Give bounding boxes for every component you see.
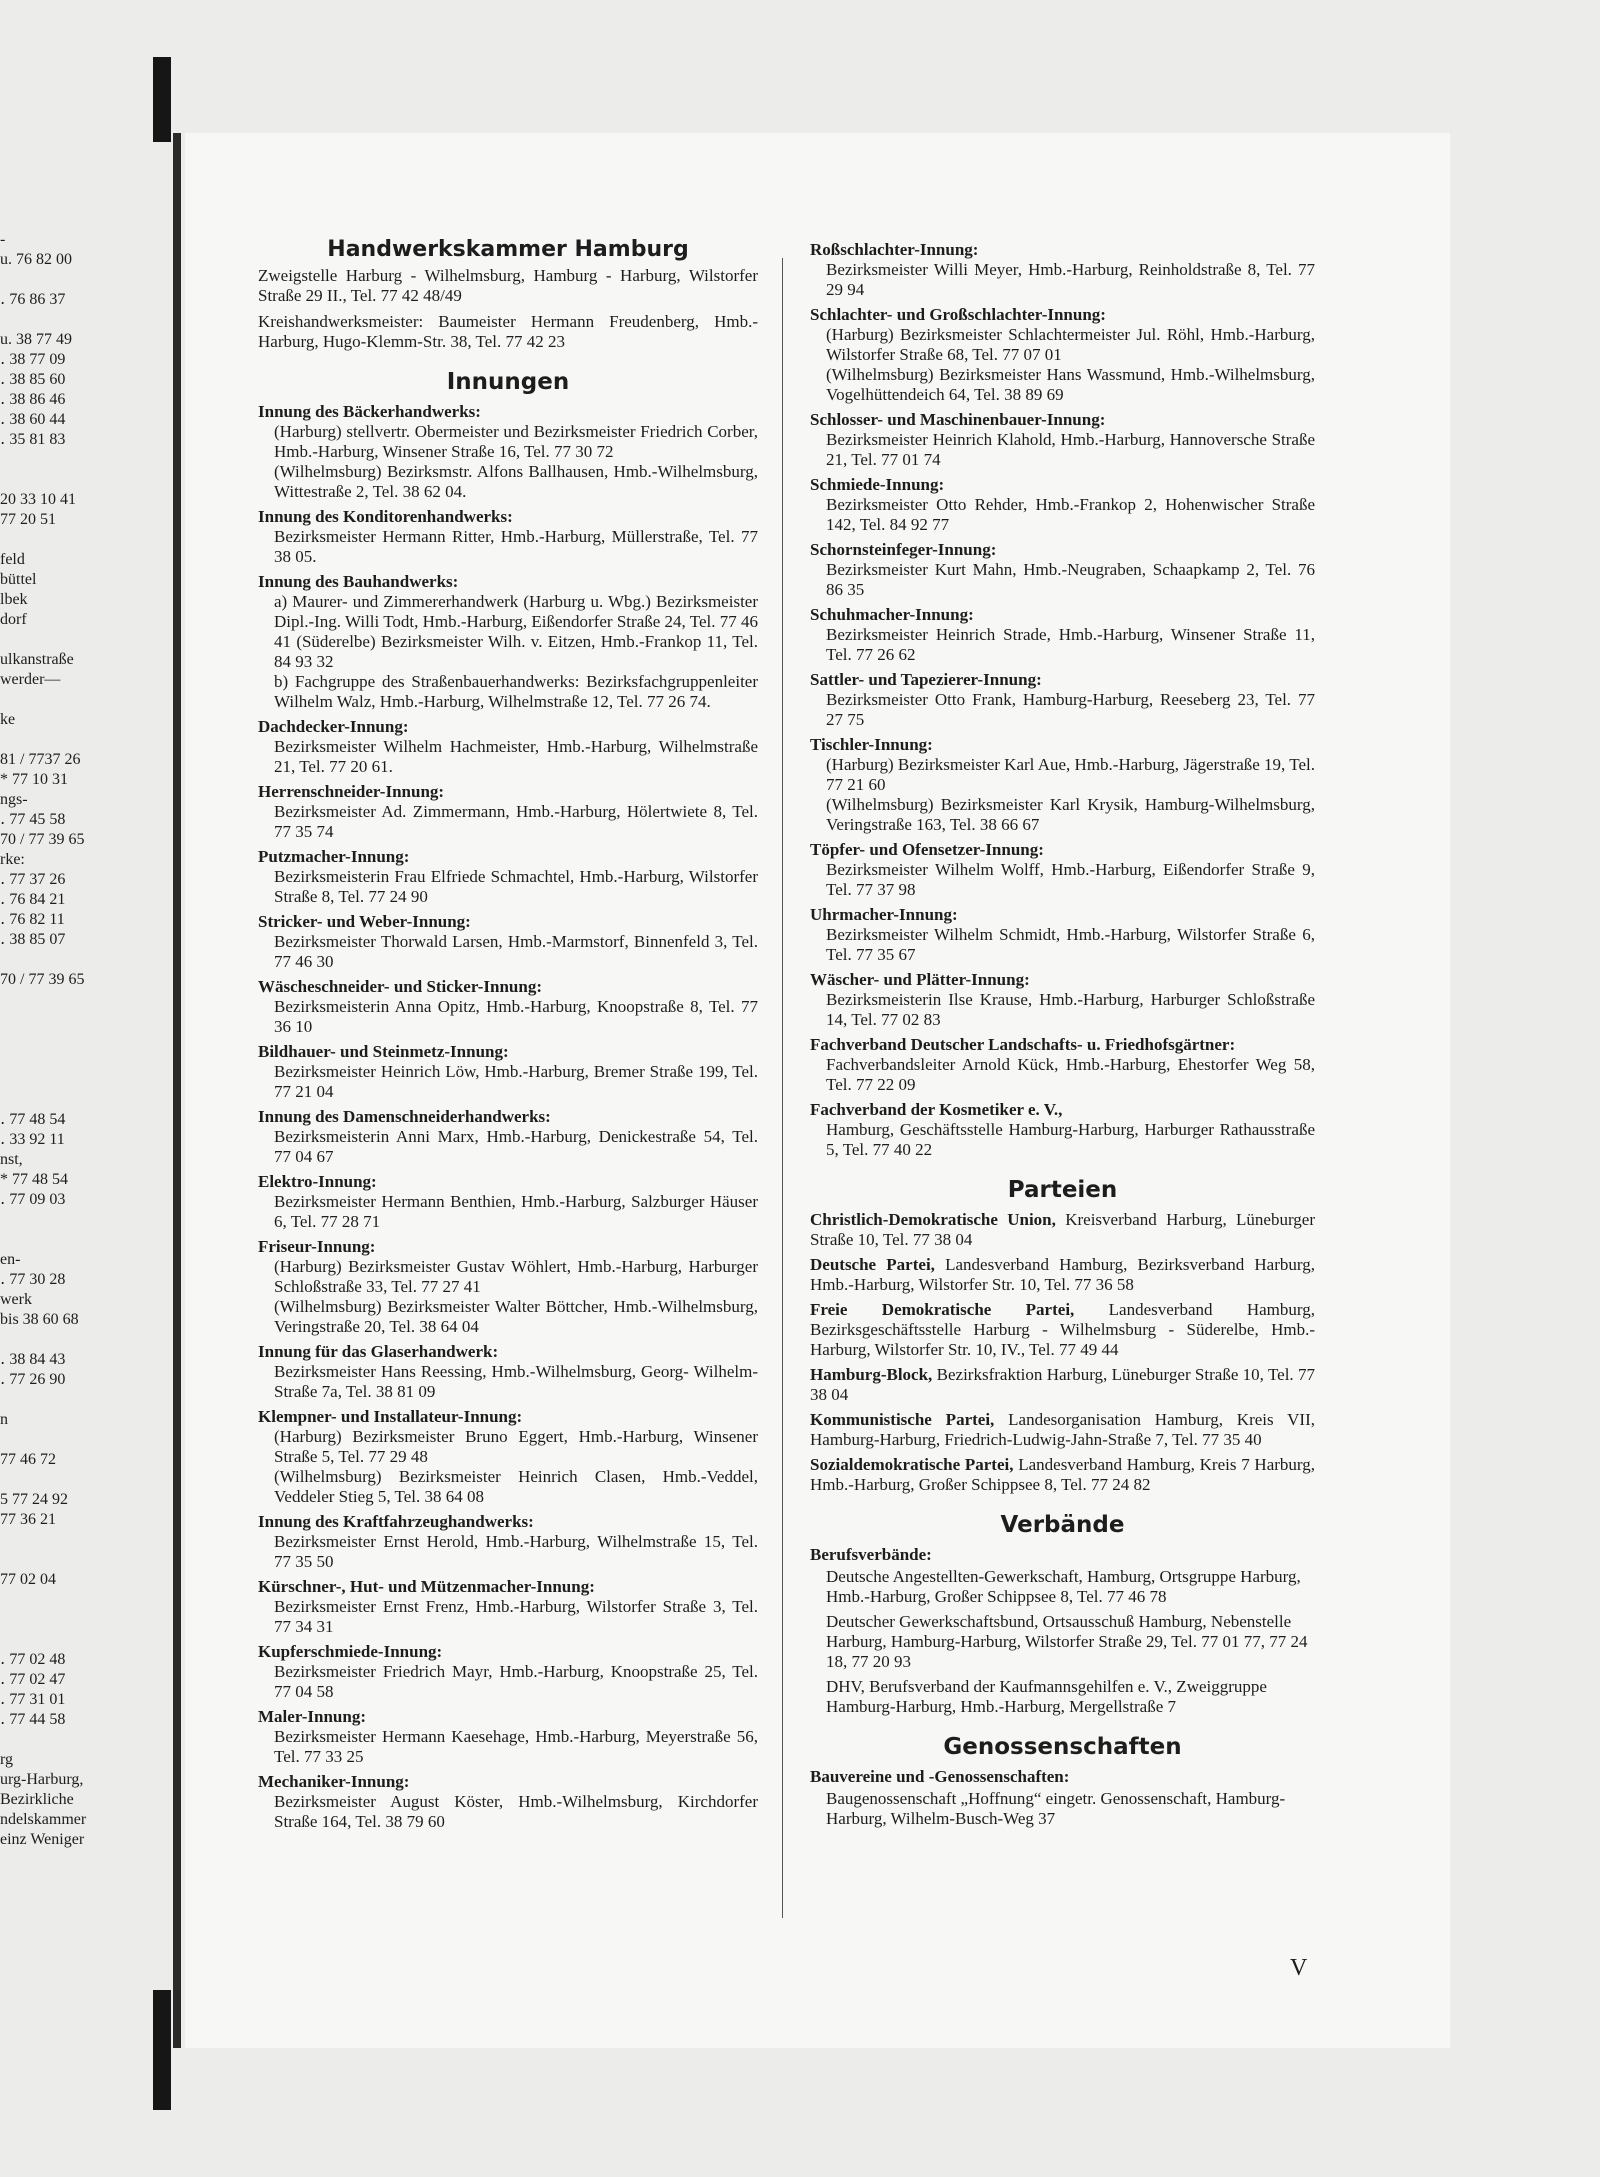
- prev-page-line: ․ 77 48 54: [0, 1111, 66, 1128]
- section-heading-genossenschaften: Genossenschaften: [943, 1734, 1182, 1760]
- prev-page-line: ․ 33 92 11: [0, 1131, 65, 1148]
- entry-title: Putzmacher-Innung:: [258, 847, 410, 866]
- prev-page-line: dorf: [0, 611, 27, 628]
- entry-text: [810, 1365, 1315, 1405]
- prev-page-line: 81 / 7737 26: [0, 751, 81, 768]
- entry-title: Christlich-Demokratische Union,: [810, 1210, 1056, 1229]
- entry-title: Schlosser- und Maschinenbauer-Innung:: [810, 410, 1106, 429]
- entry-title: Schmiede-Innung:: [810, 475, 945, 494]
- directory-entry: [258, 1577, 758, 1637]
- bauvereine-label: Bauvereine und -Genossenschaften:: [810, 1767, 1070, 1786]
- entry-title: Friseur-Innung:: [258, 1237, 376, 1256]
- entry-detail: Bezirksmeister Ernst Herold, Hmb.-Harburg, Wilhelmstraße 15, Tel. 77 35 50: [274, 1532, 758, 1571]
- entry-detail: Bezirksmeister Friedrich Mayr, Hmb.-Harburg, Knoopstraße 25, Tel. 77 04 58: [274, 1662, 758, 1701]
- prev-page-line: * 77 48 54: [0, 1171, 68, 1188]
- entry-detail: Bezirksmeister Ernst Frenz, Hmb.-Harburg, Wilstorfer Straße 3, Tel. 77 34 31: [274, 1597, 758, 1636]
- prev-page-line: ․ 38 84 43: [0, 1351, 66, 1368]
- prev-page-line: rke:: [0, 851, 25, 868]
- prev-page-line: 77 02 04: [0, 1571, 56, 1588]
- directory-entry: [810, 840, 1315, 900]
- prev-page-line: [0, 1090, 108, 1110]
- binding-bar-top: [153, 57, 171, 142]
- entry-detail: Bezirksmeister Hermann Benthien, Hmb.-Harburg, Salzburger Häuser 6, Tel. 77 28 71: [274, 1192, 758, 1231]
- entry-title: Innung für das Glaserhandwerk:: [258, 1342, 499, 1361]
- entry-detail: Landesverband Hamburg, Bezirksgeschäftsstelle Harburg - Wilhelmsburg - Süderelbe, Hmb.-Harburg, Wilstorfer Str. 10, IV., Tel. 77 49 44: [810, 1300, 1316, 1359]
- directory-entry: [810, 735, 1315, 835]
- prev-page-line: lbek: [0, 591, 28, 608]
- entry-title: Schornsteinfeger-Innung:: [810, 540, 997, 559]
- directory-entry: [810, 1255, 1315, 1295]
- prev-page-line: ․ 38 85 07: [0, 931, 66, 948]
- prev-page-line: 77 46 72: [0, 1451, 56, 1468]
- prev-page-line: [0, 270, 108, 290]
- prev-page-line: einz Weniger: [0, 1831, 85, 1848]
- entry-detail: Bezirksmeisterin Anni Marx, Hmb.-Harburg, Denickestraße 54, Tel. 77 04 67: [274, 1127, 758, 1166]
- entry-title: Elektro-Innung:: [258, 1172, 377, 1191]
- prev-page-line: [0, 690, 108, 710]
- entry-title: Töpfer- und Ofensetzer-Innung:: [810, 840, 1044, 859]
- left-column: [258, 237, 758, 1837]
- right-column: [810, 240, 1315, 1834]
- prev-page-line: 77 20 51: [0, 511, 56, 528]
- page-title: Handwerkskammer Hamburg: [327, 237, 689, 262]
- prev-page-line: werder—: [0, 671, 61, 688]
- directory-entry: [258, 1772, 758, 1832]
- entry-title: Dachdecker-Innung:: [258, 717, 409, 736]
- prev-page-line: werk: [0, 1291, 32, 1308]
- entry-detail: Bezirksmeister Heinrich Löw, Hmb.-Harburg, Bremer Straße 199, Tel. 77 21 04: [274, 1062, 758, 1101]
- binding-bar-left: [173, 133, 181, 2048]
- entry-title: Innung des Damenschneiderhandwerks:: [258, 1107, 551, 1126]
- entry-detail: Bezirksmeister Willi Meyer, Hmb.-Harburg, Reinholdstraße 8, Tel. 77 29 94: [826, 260, 1315, 299]
- prev-page-line: [0, 630, 108, 650]
- directory-entry: [810, 1300, 1315, 1360]
- entry-title: Herrenschneider-Innung:: [258, 782, 445, 801]
- entry-title: Klempner- und Installateur-Innung:: [258, 1407, 523, 1426]
- prev-page-line: 5 77 24 92: [0, 1491, 68, 1508]
- verband-item: Deutsche Angestellten-Gewerkschaft, Hamburg, Ortsgruppe Harburg, Hmb.-Harburg, Großer Schippsee 8, Tel. 77 46 78: [826, 1567, 1301, 1606]
- directory-entry: [258, 1707, 758, 1767]
- entry-detail: Fachverbandsleiter Arnold Kück, Hmb.-Harburg, Ehestorfer Weg 58, Tel. 77 22 09: [826, 1055, 1315, 1094]
- entry-detail: (Wilhelmsburg) Bezirksmeister Hans Wassmund, Hmb.-Wilhelmsburg, Vogelhüttendeich 64, Tel. 38 89 69: [826, 365, 1315, 404]
- entry-detail: Bezirksmeister Wilhelm Schmidt, Hmb.-Harburg, Wilstorfer Straße 6, Tel. 77 35 67: [826, 925, 1315, 964]
- prev-page-line: [0, 1070, 108, 1090]
- prev-page-line: u. 76 82 00: [0, 251, 72, 268]
- entry-text: [810, 1210, 1315, 1250]
- directory-entry: [810, 410, 1315, 470]
- directory-entry: [258, 717, 758, 777]
- entry-detail: Bezirksmeister Heinrich Klahold, Hmb.-Harburg, Hannoversche Straße 21, Tel. 77 01 74: [826, 430, 1315, 469]
- directory-entry: [810, 1035, 1315, 1095]
- prev-page-line: rg: [0, 1751, 14, 1768]
- directory-entry: [810, 540, 1315, 600]
- prev-page-line: 70 / 77 39 65: [0, 971, 85, 988]
- prev-page-line: ․ 38 86 46: [0, 391, 66, 408]
- entry-title: Deutsche Partei,: [810, 1255, 935, 1274]
- entry-detail: Bezirksmeister Heinrich Strade, Hmb.-Harburg, Winsener Straße 11, Tel. 77 26 62: [826, 625, 1315, 664]
- prev-page-line: [0, 450, 108, 470]
- directory-entry: [258, 782, 758, 842]
- prev-page-line: [0, 470, 108, 490]
- entry-detail: Bezirksmeister Wilhelm Wolff, Hmb.-Harburg, Eißendorfer Straße 9, Tel. 77 37 98: [826, 860, 1315, 899]
- directory-entry: [810, 1365, 1315, 1405]
- entry-title: Kupferschmiede-Innung:: [258, 1642, 443, 1661]
- directory-entry: [258, 1342, 758, 1402]
- prev-page-line: ․ 38 77 09: [0, 351, 66, 368]
- intro-branch: Zweigstelle Harburg - Wilhelmsburg, Hamburg - Harburg, Wilstorfer Straße 29 II., Tel. 77 42 48/49: [258, 266, 758, 305]
- verband-item: Deutscher Gewerkschaftsbund, Ortsausschuß Hamburg, Nebenstelle Harburg, Hamburg-Harburg, Wilstorfer Straße 29, Tel. 77 01 77, 77 24 18, 77 20 93: [826, 1612, 1308, 1671]
- prev-page-line: [0, 730, 108, 750]
- prev-page-line: 20 33 10 41: [0, 491, 76, 508]
- entry-detail: Landesverband Hamburg, Bezirksverband Harburg, Hmb.-Harburg, Wilstorfer Str. 10, Tel. 77 36 58: [810, 1255, 1315, 1294]
- directory-entry: [258, 507, 758, 567]
- directory-entry: [810, 1410, 1315, 1450]
- prev-page-line: [0, 1530, 108, 1550]
- prev-page-line: ․ 77 45 58: [0, 811, 66, 828]
- entry-detail: a) Maurer- und Zimmererhandwerk (Harburg u. Wbg.) Bezirksmeister Dipl.-Ing. Willi Todt, Hmb.-Harburg, Eißendorfer Straße 24, Tel. 77 46 41 (Süderelbe) Bezirksmeister Wilh. v. Eitzen, Hmb.-Frankop 11, Tel. 84 93 32: [274, 592, 758, 671]
- entry-title: Innung des Bäckerhandwerks:: [258, 402, 481, 421]
- entry-title: Schlachter- und Großschlachter-Innung:: [810, 305, 1106, 324]
- entry-detail: Bezirksmeister Otto Rehder, Hmb.-Frankop 2, Hohenwischer Straße 142, Tel. 84 92 77: [826, 495, 1315, 534]
- entry-title: Kommunistische Partei,: [810, 1410, 995, 1429]
- directory-entry: [258, 912, 758, 972]
- prev-page-line: bis 38 60 68: [0, 1311, 79, 1328]
- entry-detail: (Wilhelmsburg) Bezirksmeister Karl Krysik, Hamburg-Wilhelmsburg, Veringstraße 163, Tel. 38 66 67: [826, 795, 1315, 834]
- intro-kreishandwerksmeister: Kreishandwerksmeister: Baumeister Hermann Freudenberg, Hmb.-Harburg, Hugo-Klemm-Str. 38, Tel. 77 42 23: [258, 312, 758, 351]
- directory-entry: [258, 1237, 758, 1337]
- entry-detail: (Harburg) stellvertr. Obermeister und Bezirksmeister Friedrich Corber, Hmb.-Harburg, Winsener Straße 16, Tel. 77 30 72: [274, 422, 758, 461]
- directory-entry: [258, 1642, 758, 1702]
- innungen-list-left: [258, 402, 758, 1832]
- prev-page-line: ․ 77 44 58: [0, 1711, 66, 1728]
- directory-entry: [810, 305, 1315, 405]
- section-heading-innungen: Innungen: [446, 369, 570, 395]
- entry-title: Sozialdemokratische Partei,: [810, 1455, 1014, 1474]
- prev-page-line: 77 36 21: [0, 1511, 56, 1528]
- prev-page-line: [0, 950, 108, 970]
- section-heading-verbaende: Verbände: [1000, 1512, 1125, 1538]
- parteien-list: [810, 1210, 1315, 1495]
- directory-entry: [258, 402, 758, 502]
- entry-title: Freie Demokratische Partei,: [810, 1300, 1075, 1319]
- entry-title: Stricker- und Weber-Innung:: [258, 912, 471, 931]
- prev-page-line: urg-Harburg,: [0, 1771, 84, 1788]
- entry-detail: (Harburg) Bezirksmeister Bruno Eggert, Hmb.-Harburg, Winsener Straße 5, Tel. 77 29 48: [274, 1427, 758, 1466]
- entry-detail: Bezirksmeisterin Ilse Krause, Hmb.-Harburg, Harburger Schloßstraße 14, Tel. 77 02 83: [826, 990, 1315, 1029]
- entry-detail: (Harburg) Bezirksmeister Karl Aue, Hmb.-Harburg, Jägerstraße 19, Tel. 77 21 60: [826, 755, 1315, 794]
- prev-page-line: [0, 1390, 108, 1410]
- entry-title: Fachverband der Kosmetiker e. V.,: [810, 1100, 1063, 1119]
- entry-detail: Bezirksmeisterin Frau Elfriede Schmachtel, Hmb.-Harburg, Wilstorfer Straße 8, Tel. 77 24 90: [274, 867, 758, 906]
- genossenschaften-list: [810, 1789, 1315, 1829]
- directory-entry: [810, 605, 1315, 665]
- prev-page-line: büttel: [0, 571, 37, 588]
- prev-page-line: ․ 77 31 01: [0, 1691, 66, 1708]
- entry-detail: Bezirksfraktion Harburg, Lüneburger Straße 10, Tel. 77 38 04: [810, 1365, 1315, 1404]
- entry-title: Fachverband Deutscher Landschafts- u. Friedhofsgärtner:: [810, 1035, 1236, 1054]
- directory-entry: [258, 1407, 758, 1507]
- berufsverbaende-label: Berufsverbände:: [810, 1545, 932, 1564]
- entry-text: [810, 1410, 1315, 1450]
- prev-page-line: ulkanstraße: [0, 651, 74, 668]
- entry-title: Roßschlachter-Innung:: [810, 240, 979, 259]
- prev-page-line: [0, 1470, 108, 1490]
- entry-title: Uhrmacher-Innung:: [810, 905, 958, 924]
- directory-entry: [258, 847, 758, 907]
- directory-entry: [810, 905, 1315, 965]
- prev-page-line: ․ 77 30 28: [0, 1271, 66, 1288]
- entry-detail: Bezirksmeister August Köster, Hmb.-Wilhelmsburg, Kirchdorfer Straße 164, Tel. 38 79 60: [274, 1792, 758, 1831]
- prev-page-line: ndelskammer: [0, 1811, 87, 1828]
- directory-entry: [810, 1210, 1315, 1250]
- directory-entry: [810, 670, 1315, 730]
- prev-page-line: [0, 1030, 108, 1050]
- entry-title: Hamburg-Block,: [810, 1365, 933, 1384]
- prev-page-line: [0, 1630, 108, 1650]
- directory-entry: [810, 1455, 1315, 1495]
- directory-entry: [810, 475, 1315, 535]
- entry-title: Maler-Innung:: [258, 1707, 366, 1726]
- prev-page-line: [0, 530, 108, 550]
- entry-title: Wäscher- und Plätter-Innung:: [810, 970, 1030, 989]
- prev-page-line: ke: [0, 711, 16, 728]
- entry-text: [810, 1300, 1315, 1360]
- directory-entry: [258, 977, 758, 1037]
- prev-page-line: ․ 77 02 47: [0, 1671, 66, 1688]
- prev-page-line: [0, 310, 108, 330]
- entry-detail: (Wilhelmsburg) Bezirksmeister Heinrich Clasen, Hmb.-Veddel, Veddeler Stieg 5, Tel. 38 64 08: [274, 1467, 758, 1506]
- entry-title: Schuhmacher-Innung:: [810, 605, 974, 624]
- prev-page-line: [0, 1230, 108, 1250]
- prev-page-line: ․ 77 26 90: [0, 1371, 66, 1388]
- entry-detail: Bezirksmeister Kurt Mahn, Hmb.-Neugraben, Schaapkamp 2, Tel. 76 86 35: [826, 560, 1315, 599]
- prev-page-line: ngs-: [0, 791, 28, 808]
- binding-bar-bottom: [153, 1990, 171, 2110]
- entry-detail: b) Fachgruppe des Straßenbauerhandwerks: Bezirksfachgruppenleiter Wilhelm Walz, Hmb.-Harburg, Wilhelmstraße 12, Tel. 77 26 74.: [274, 672, 758, 711]
- entry-text: [810, 1255, 1315, 1295]
- prev-page-line: [0, 1610, 108, 1630]
- prev-page-line: ․ 76 82 11: [0, 911, 65, 928]
- entry-title: Innung des Kraftfahrzeughandwerks:: [258, 1512, 534, 1531]
- prev-page-line: [0, 1330, 108, 1350]
- entry-title: Wäscheschneider- und Sticker-Innung:: [258, 977, 542, 996]
- entry-detail: (Wilhelmsburg) Bezirksmstr. Alfons Ballhausen, Hmb.-Wilhelmsburg, Wittestraße 2, Tel. 38 62 04.: [274, 462, 758, 501]
- directory-entry: [258, 572, 758, 712]
- prev-page-line: * 77 10 31: [0, 771, 68, 788]
- entry-detail: Bezirksmeisterin Anna Opitz, Hmb.-Harburg, Knoopstraße 8, Tel. 77 36 10: [274, 997, 758, 1036]
- prev-page-line: ․ 38 60 44: [0, 411, 66, 428]
- prev-page-line: [0, 1550, 108, 1570]
- verband-item: DHV, Berufsverband der Kaufmannsgehilfen e. V., Zweiggruppe Hamburg-Harburg, Hmb.-Harburg, Mergellstraße 7: [826, 1677, 1267, 1716]
- entry-detail: Bezirksmeister Thorwald Larsen, Hmb.-Marmstorf, Binnenfeld 3, Tel. 77 46 30: [274, 932, 758, 971]
- prev-page-line: [0, 1050, 108, 1070]
- entry-detail: Hamburg, Geschäftsstelle Hamburg-Harburg, Harburger Rathausstraße 5, Tel. 77 40 22: [826, 1120, 1315, 1159]
- prev-page-line: ․ 35 81 83: [0, 431, 66, 448]
- prev-page-line: nst,: [0, 1151, 23, 1168]
- prev-page-line: ․ 38 85 60: [0, 371, 66, 388]
- entry-detail: Bezirksmeister Wilhelm Hachmeister, Hmb.-Harburg, Wilhelmstraße 21, Tel. 77 20 61.: [274, 737, 758, 776]
- genossenschaft-item: Baugenossenschaft „Hoffnung“ eingetr. Genossenschaft, Hamburg-Harburg, Wilhelm-Busch-Weg 37: [826, 1789, 1286, 1828]
- prev-page-line: [0, 1010, 108, 1030]
- entry-detail: (Harburg) Bezirksmeister Schlachtermeister Jul. Röhl, Hmb.-Harburg, Wilstorfer Straße 68, Tel. 77 07 01: [826, 325, 1315, 364]
- prev-page-line: -: [0, 231, 6, 248]
- prev-page-line: [0, 1210, 108, 1230]
- entry-detail: Landesverband Hamburg, Kreis 7 Harburg, Hmb.-Harburg, Großer Schippsee 8, Tel. 77 24 82: [810, 1455, 1316, 1494]
- entry-title: Sattler- und Tapezierer-Innung:: [810, 670, 1042, 689]
- entry-title: Innung des Konditorenhandwerks:: [258, 507, 513, 526]
- entry-detail: Bezirksmeister Hermann Ritter, Hmb.-Harburg, Müllerstraße, Tel. 77 38 05.: [274, 527, 758, 566]
- directory-entry: [810, 240, 1315, 300]
- entry-title: Kürschner-, Hut- und Mützenmacher-Innung:: [258, 1577, 595, 1596]
- prev-page-line: [0, 1590, 108, 1610]
- prev-page-line: [0, 990, 108, 1010]
- entry-title: Bildhauer- und Steinmetz-Innung:: [258, 1042, 509, 1061]
- entry-detail: Bezirksmeister Otto Frank, Hamburg-Harburg, Reeseberg 23, Tel. 77 27 75: [826, 690, 1315, 729]
- entry-detail: Landesorganisation Hamburg, Kreis VII, Hamburg-Harburg, Friedrich-Ludwig-Jahn-Straße 7, Tel. 77 35 40: [810, 1410, 1315, 1449]
- directory-entry: [810, 970, 1315, 1030]
- prev-page-line: ․ 77 09 03: [0, 1191, 66, 1208]
- entry-text: [810, 1455, 1315, 1495]
- prev-page-line: feld: [0, 551, 25, 568]
- prev-page-line: ․ 76 84 21: [0, 891, 66, 908]
- page-number: V: [1290, 1955, 1308, 1981]
- entry-title: Innung des Bauhandwerks:: [258, 572, 459, 591]
- prev-page-line: ․ 77 37 26: [0, 871, 66, 888]
- column-divider: [782, 258, 783, 1918]
- prev-page-line: [0, 1730, 108, 1750]
- directory-entry: [258, 1512, 758, 1572]
- entry-detail: (Wilhelmsburg) Bezirksmeister Walter Böttcher, Hmb.-Wilhelmsburg, Veringstraße 20, Tel. 38 64 04: [274, 1297, 758, 1336]
- prev-page-line: Bezirkliche: [0, 1791, 74, 1808]
- directory-entry: [810, 1100, 1315, 1160]
- section-heading-parteien: Parteien: [1007, 1177, 1118, 1203]
- prev-page-line: ․ 77 02 48: [0, 1651, 66, 1668]
- entry-detail: Bezirksmeister Hermann Kaesehage, Hmb.-Harburg, Meyerstraße 56, Tel. 77 33 25: [274, 1727, 758, 1766]
- prev-page-line: [0, 1430, 108, 1450]
- prev-page-line: 70 / 77 39 65: [0, 831, 85, 848]
- directory-entry: [258, 1172, 758, 1232]
- previous-page-edge: [0, 230, 108, 1850]
- entry-title: Mechaniker-Innung:: [258, 1772, 410, 1791]
- prev-page-line: en-: [0, 1251, 21, 1268]
- entry-detail: (Harburg) Bezirksmeister Gustav Wöhlert, Hmb.-Harburg, Harburger Schloßstraße 33, Tel. 77 27 41: [274, 1257, 758, 1296]
- prev-page-line: ․ 76 86 37: [0, 291, 66, 308]
- verbaende-list: [810, 1567, 1315, 1717]
- prev-page-line: u. 38 77 49: [0, 331, 72, 348]
- innungen-list-right: [810, 240, 1315, 1160]
- prev-page-line: n: [0, 1411, 8, 1428]
- entry-detail: Kreisverband Harburg, Lüneburger Straße 10, Tel. 77 38 04: [810, 1210, 1316, 1249]
- directory-entry: [258, 1042, 758, 1102]
- entry-detail: Bezirksmeister Hans Reessing, Hmb.-Wilhelmsburg, Georg- Wilhelm-Straße 7a, Tel. 38 81 09: [274, 1362, 758, 1401]
- entry-title: Tischler-Innung:: [810, 735, 933, 754]
- directory-entry: [258, 1107, 758, 1167]
- entry-detail: Bezirksmeister Ad. Zimmermann, Hmb.-Harburg, Hölertwiete 8, Tel. 77 35 74: [274, 802, 758, 841]
